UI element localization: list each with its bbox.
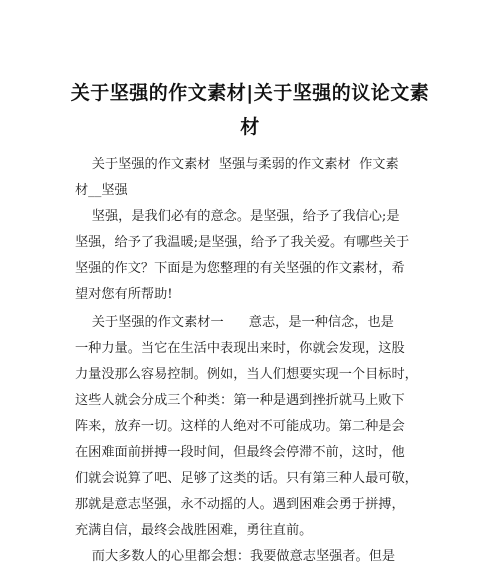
paragraph-line: 在困难面前拼搏一段时间，但最终会停滞不前，这时，他 (75, 445, 405, 460)
document-title-line-1: 关于坚强的作文素材|关于坚强的议论文素 (70, 82, 430, 104)
paragraph-line: 充满自信，最终会战胜困难，勇往直前。 (75, 523, 313, 538)
paragraph-line: 坚强，给予了我温暖;是坚强，给予了我关爱。有哪些关于 (75, 235, 410, 250)
paragraph-line: 一种力量。当它在生活中表现出来时，你就会发现，这股 (75, 341, 405, 356)
paragraph-line: 力量没那么容易控制。例如，当人们想要实现一个目标时， (75, 367, 418, 382)
paragraph-line: 而大多数人的心里都会想：我要做意志坚强者。但是 (75, 549, 396, 564)
paragraph-line: 坚强，是我们必有的意念。是坚强，给予了我信心;是 (75, 209, 400, 224)
paragraph-line: 关于坚强的作文素材 坚强与柔弱的作文素材 作文素 (75, 157, 399, 172)
paragraph-line: 材__坚强 (75, 183, 128, 198)
paragraph-line: 坚强的作文？下面是为您整理的有关坚强的作文素材，希 (75, 261, 405, 276)
paragraph-line: 望对您有所帮助! (75, 287, 173, 302)
paragraph-line: 们就会说算了吧、足够了这类的话。只有第三种人最可敬， (75, 471, 418, 486)
document-title-line-2: 材 (240, 116, 260, 138)
paragraph-line: 关于坚强的作文素材一 意志，是一种信念，也是 (75, 315, 394, 330)
paragraph-line: 这些人就会分成三个种类：第一种是遇到挫折就马上败下 (75, 393, 405, 408)
paragraph-line: 那就是意志坚强，永不动摇的人。遇到困难会勇于拼搏， (75, 497, 405, 512)
paragraph-line: 阵来，放弃一切。这样的人绝对不可能成功。第二种是会 (75, 419, 405, 434)
